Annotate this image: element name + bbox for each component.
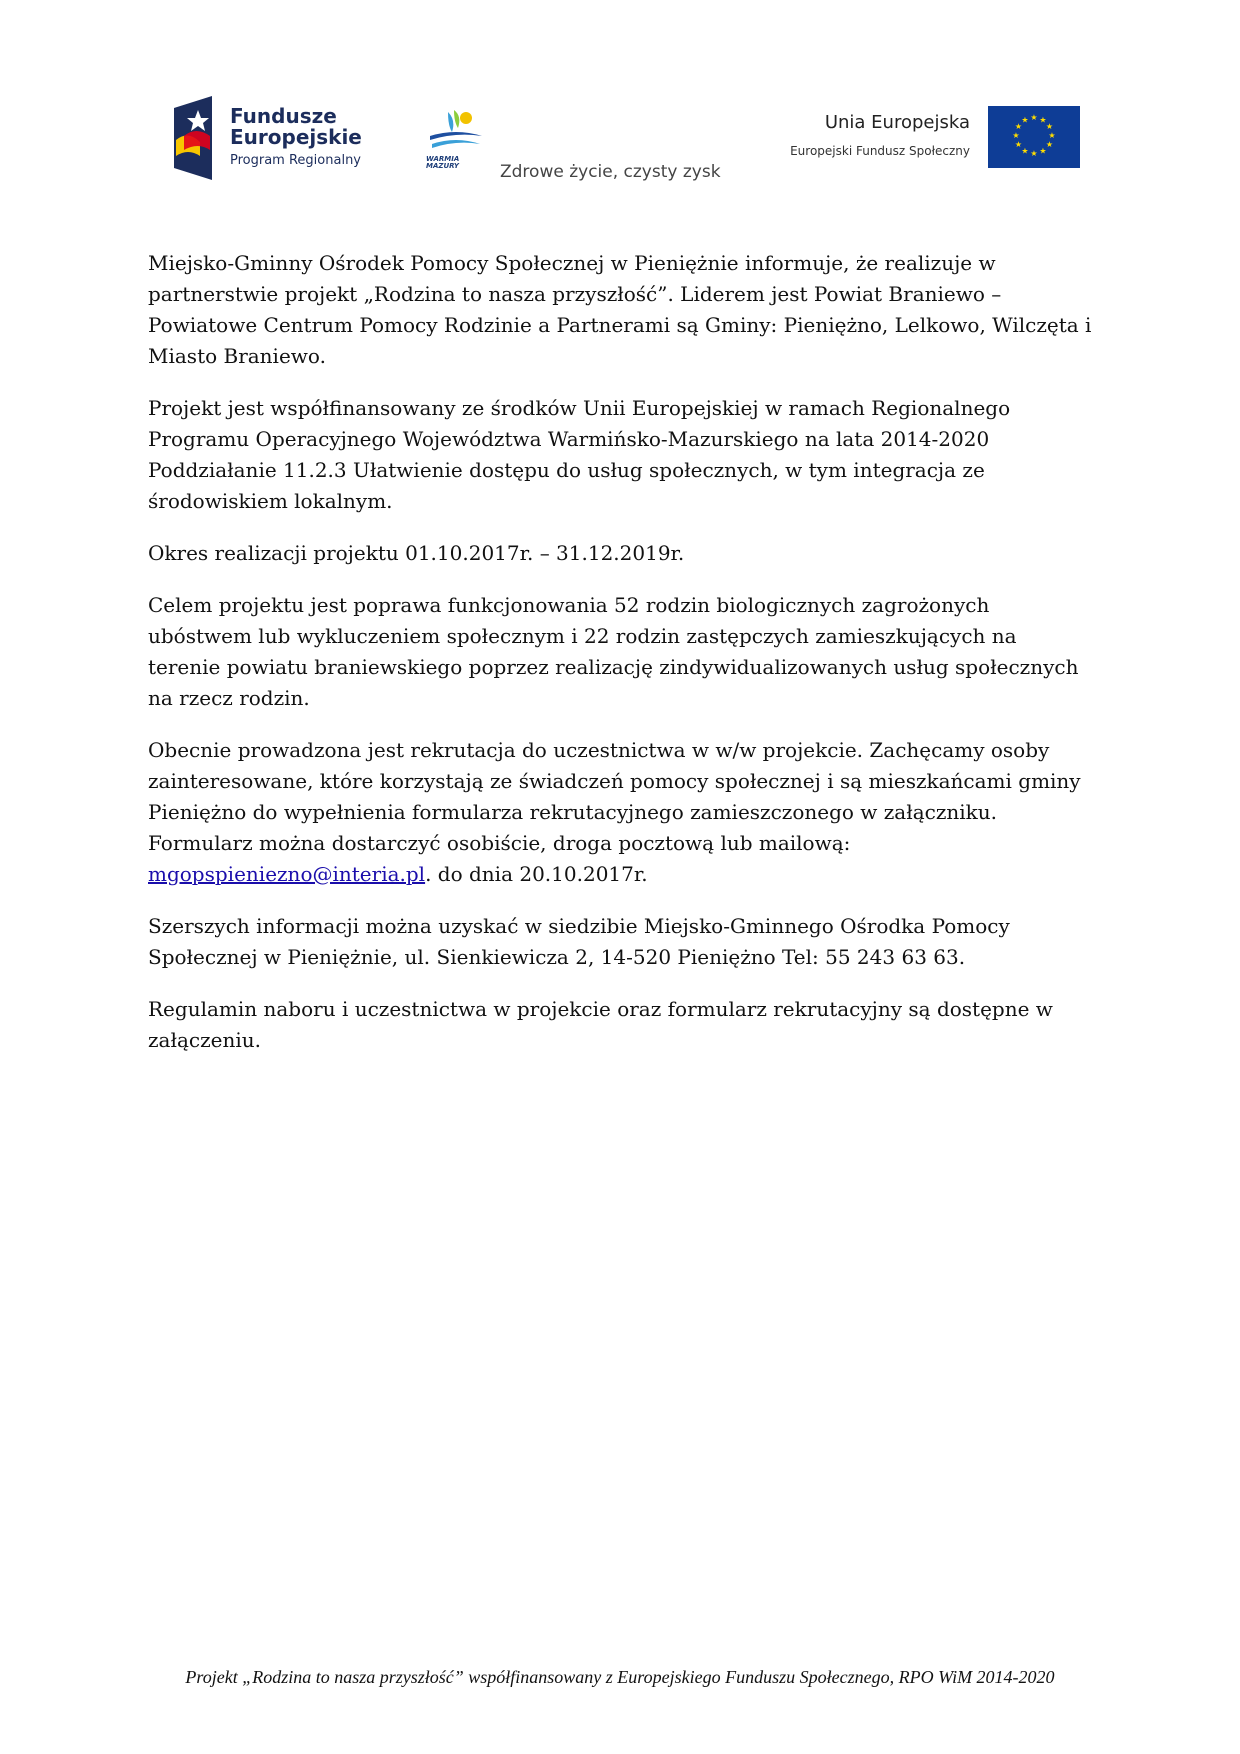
warmia-mazury-wordmark — [426, 156, 459, 170]
warmia-slogan: Zdrowe życie, czysty zysk — [500, 162, 721, 182]
recruitment-text: Obecnie prowadzona jest rekrutacja do uczestnictwa w w/w projekcie. Zachęcamy osoby zainteresowane, które korzystają ze świadczeń pomocy społecznej i są mieszkańcami gminy Pieniężno do wypełnienia formularza rekrutacyjnego zamieszczonego w załączniku. Formularz można dostarczyć osobiście, droga pocztową lub mailową: — [148, 738, 1081, 855]
fe-emblem-icon — [170, 96, 216, 180]
logo-bar — [0, 92, 1240, 192]
svg-text:★: ★ — [1030, 149, 1038, 158]
fe-logo-line3: Program Regionalny — [230, 153, 361, 168]
email-link[interactable]: mgopspieniezno@interia.pl — [148, 862, 426, 886]
warmia-mazury-logo — [426, 106, 726, 186]
svg-text:★: ★ — [1014, 122, 1023, 131]
unia-europejska-logo — [770, 106, 1080, 176]
svg-text:★: ★ — [1014, 140, 1023, 149]
paragraph-goal: Celem projektu jest poprawa funkcjonowania 52 rodzin biologicznych zagrożonych ubóstwem lub wykluczeniem społecznym i 22 rodzin zastępczych zamieszkujących na terenie powiatu braniewskiego poprzez realizację zindywidualizowanych usług społecznych na rzecz rodzin. — [148, 593, 1079, 710]
svg-text:★: ★ — [1039, 146, 1047, 156]
ue-title: Unia Europejska — [824, 112, 970, 133]
paragraph-regulations: Regulamin naboru i uczestnictwa w projekcie oraz formularz rekrutacyjny są dostępne w załączeniu. — [148, 997, 1053, 1052]
warmia-word: WARMIA — [426, 155, 460, 163]
svg-text:★: ★ — [1021, 146, 1029, 156]
eu-flag-icon — [988, 106, 1080, 168]
svg-text:★: ★ — [1039, 115, 1047, 125]
svg-text:★: ★ — [1045, 122, 1054, 131]
announcement-body — [148, 248, 1093, 1077]
ue-subtitle: Europejski Fundusz Społeczny — [790, 144, 970, 158]
warmia-mazury-emblem-icon — [426, 106, 486, 156]
mazury-word: MAZURY — [426, 162, 459, 170]
svg-text:★: ★ — [1045, 140, 1054, 149]
svg-text:★: ★ — [1021, 115, 1029, 125]
footer-note: Projekt „Rodzina to nasza przyszłość” współfinansowany z Europejskiego Funduszu Społecznego, RPO WiM 2014-2020 — [185, 1667, 1055, 1687]
paragraph-period: Okres realizacji projektu 01.10.2017r. – 31.12.2019r. — [148, 541, 685, 565]
fundusze-europejskie-logo — [170, 96, 370, 180]
paragraph-recruitment — [148, 735, 1093, 890]
paragraph-project-intro: Miejsko-Gminny Ośrodek Pomocy Społecznej w Pieniężnie informuje, że realizuje w partnerstwie projekt „Rodzina to nasza przyszłość”. Liderem jest Powiat Braniewo – Powiatowe Centrum Pomocy Rodzinie a Partnerami są Gminy: Pieniężno, Lelkowo, Wilczęta i Miasto Braniewo. — [148, 251, 1092, 368]
recruitment-deadline: . do dnia 20.10.2017r. — [425, 862, 648, 886]
svg-text:★: ★ — [1030, 113, 1038, 122]
fe-logo-line2: Europejskie — [230, 125, 362, 149]
paragraph-contact: Szerszych informacji można uzyskać w siedzibie Miejsko-Gminnego Ośrodka Pomocy Społecznej w Pieniężnie, ul. Sienkiewicza 2, 14-520 Pieniężno Tel: 55 243 63 63. — [148, 914, 1010, 969]
paragraph-funding: Projekt jest współfinansowany ze środków Unii Europejskiej w ramach Regionalnego Programu Operacyjnego Województwa Warmińsko-Mazurskiego na lata 2014-2020 Poddziałanie 11.2.3 Ułatwienie dostępu do usług społecznych, w tym integracja ze środowiskiem lokalnym. — [148, 396, 1011, 513]
svg-text:★: ★ — [1048, 131, 1056, 140]
fe-logo-text — [230, 106, 362, 168]
fe-logo-line1: Fundusze — [230, 104, 337, 128]
svg-text:★: ★ — [1012, 131, 1020, 140]
